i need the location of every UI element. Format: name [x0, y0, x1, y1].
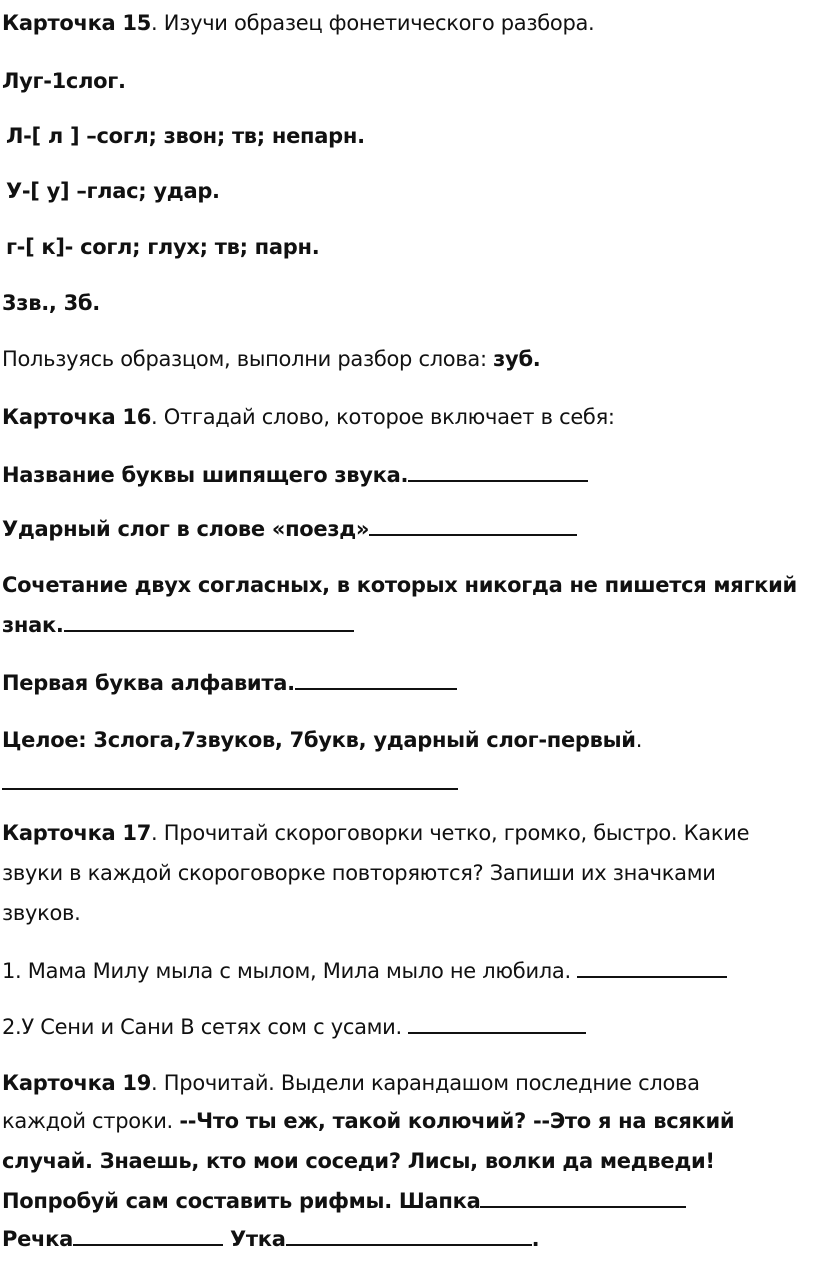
answer-blank-1[interactable] — [408, 462, 588, 482]
card15-word: Луг-1слог. — [2, 69, 126, 93]
card16-clue-3-line-1: Сочетание двух согласных, в которых никогда не пишется мягкий — [2, 573, 797, 597]
card17-line-1 — [2, 820, 749, 846]
card19-line-2 — [2, 1108, 734, 1134]
card17-line-2: звуки в каждой скороговорке повторяются? Запиши их значками — [2, 861, 716, 885]
card17-title: Карточка 17 — [2, 821, 152, 845]
twister-1-text: 1. Мама Милу мыла с мылом, Мила мыло не любила. — [2, 959, 578, 983]
card15-summary: 3зв., 3б. — [2, 291, 100, 315]
clue-1-text: Название буквы шипящего звука. — [2, 463, 409, 487]
card15-instruction: . Изучи образец фонетического разбора. — [151, 11, 595, 35]
card17-twister-2 — [2, 1014, 586, 1040]
card19-instruction: . Прочитай. Выдели карандашом последние слова — [151, 1071, 700, 1095]
card16-clue-3-line-2 — [2, 612, 354, 638]
answer-blank-2[interactable] — [369, 516, 577, 536]
clue-3-text: знак. — [2, 613, 64, 637]
card16-instruction: . Отгадай слово, которое включает в себя: — [151, 405, 615, 429]
answer-blank-utka[interactable] — [286, 1226, 532, 1246]
card15-title: Карточка 15 — [2, 11, 152, 35]
answer-blank-shapka[interactable] — [480, 1188, 686, 1208]
card17-twister-1 — [2, 958, 727, 984]
card16-clue-5 — [2, 727, 642, 753]
card15-header — [2, 10, 594, 36]
card16-header — [2, 404, 615, 430]
card19-line-1 — [2, 1070, 700, 1096]
card16-clue-4 — [2, 670, 457, 696]
card15-task-word: зуб. — [493, 347, 541, 371]
card19-line-2-plain: каждой строки. — [2, 1109, 180, 1133]
word-rechka: Речка — [2, 1227, 73, 1251]
twister-2-text: 2.У Сени и Сани В сетях сом с усами. — [2, 1015, 409, 1039]
answer-blank-5[interactable] — [2, 770, 458, 790]
card16-clue-2 — [2, 516, 577, 542]
card16-title: Карточка 16 — [2, 405, 152, 429]
card19-rhyme-task: Попробуй сам составить рифмы. Шапка — [2, 1189, 481, 1213]
card19-poem-1: --Что ты еж, такой колючий? --Это я на всякий — [179, 1109, 735, 1133]
card19-end: . — [531, 1227, 540, 1251]
card19-title: Карточка 19 — [2, 1071, 152, 1095]
clue-5-text: Целое: 3слога,7звуков, 7букв, ударный слог-первый — [2, 728, 636, 752]
card15-task — [2, 346, 541, 372]
answer-blank-twister-1[interactable] — [577, 958, 727, 978]
card15-row-2: У-[ у] –глас; удар. — [6, 179, 220, 203]
answer-blank-rechka[interactable] — [73, 1226, 223, 1246]
card15-row-3: г-[ к]- согл; глух; тв; парн. — [6, 235, 320, 259]
card15-task-text: Пользуясь образцом, выполни разбор слова: — [2, 347, 494, 371]
clue-4-text: Первая буква алфавита. — [2, 671, 295, 695]
card16-clue-1 — [2, 462, 588, 488]
card15-row-1: Л-[ л ] –согл; звон; тв; непарн. — [6, 124, 365, 148]
answer-blank-4[interactable] — [295, 670, 457, 690]
card19-line-5 — [2, 1226, 539, 1252]
card19-line-3: случай. Знаешь, кто мои соседи? Лисы, волки да медведи! — [2, 1149, 715, 1173]
word-utka: Утка — [222, 1227, 286, 1251]
clue-2-text: Ударный слог в слове «поезд» — [2, 517, 370, 541]
clue-5-end: . — [635, 728, 643, 752]
card19-line-4 — [2, 1188, 686, 1214]
card17-line-3: звуков. — [2, 901, 81, 925]
answer-blank-twister-2[interactable] — [408, 1014, 586, 1034]
card17-instruction: . Прочитай скороговорки четко, громко, быстро. Какие — [151, 821, 750, 845]
answer-blank-3[interactable] — [64, 612, 354, 632]
